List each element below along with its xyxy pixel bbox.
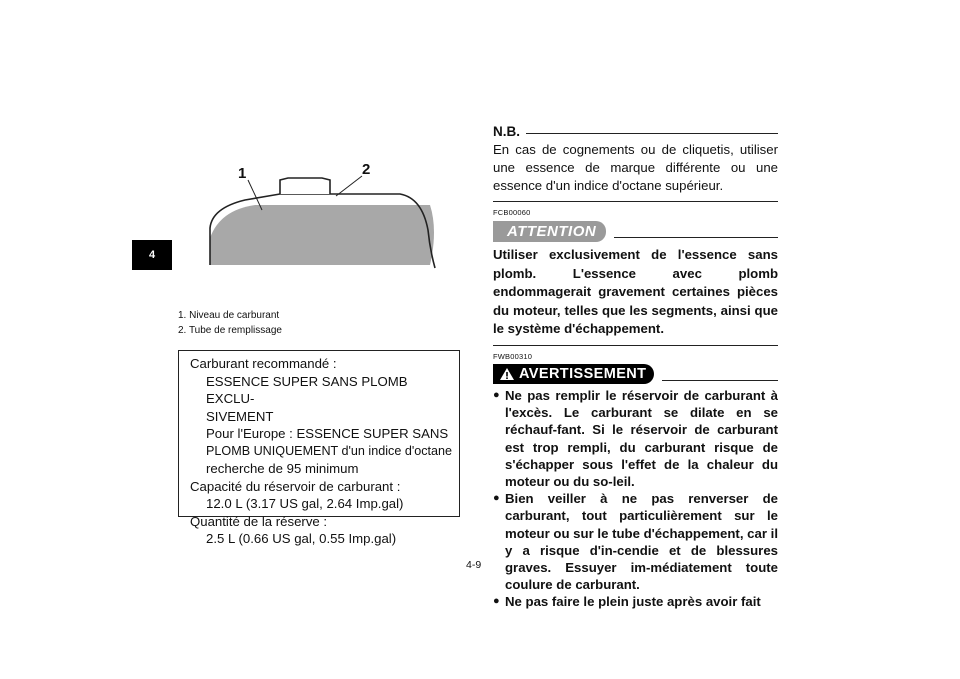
warning-triangle-icon (499, 367, 515, 381)
spec-line: Quantité de la réserve : (190, 513, 328, 529)
callout-1: 1. Niveau de carburant (178, 310, 280, 321)
leader-line-2 (336, 176, 362, 196)
spec-line: ESSENCE SUPER SANS PLOMB EXCLU- (206, 373, 408, 406)
bullet-dot-icon: ● (493, 388, 500, 401)
bullet-dot-icon: ● (493, 492, 500, 505)
fuel-level-area (210, 205, 434, 265)
spec-line: Capacité du réservoir de carburant : (190, 478, 401, 494)
attention-rule (614, 237, 778, 238)
spec-line: recherche de 95 minimum (206, 461, 359, 476)
spec-line: Carburant recommandé : (190, 356, 337, 371)
attention-divider (493, 345, 778, 346)
warning-rule (662, 380, 778, 381)
warning-bullet-text: Ne pas remplir le réservoir de carburant à l'excès. Le carburant se dilate en se réchauf-fant. Si le réservoir de carburant est trop rempli, du carburant risque de s'échapper sous l'effet de la chaleur du moteur ou du so-leil. (505, 387, 778, 489)
warning-label: AVERTISSEMENT (519, 365, 647, 382)
attention-text: Utiliser exclusivement de l'essence sans plomb. L'essence avec plomb endommagerait gravement certaines pièces du moteur, telles que les segments, ainsi que le système d'échappement. (493, 247, 778, 337)
warning-list (493, 387, 778, 611)
note-header (493, 124, 778, 139)
warning-badge (493, 364, 654, 384)
warning-bullet (493, 593, 778, 610)
attention-header (493, 221, 778, 242)
fuel-spec-box (178, 350, 460, 546)
right-column (493, 124, 778, 611)
spec-line: SIVEMENT (206, 408, 274, 424)
bullet-dot-icon: ● (493, 595, 500, 608)
warning-code: FWB00310 (493, 351, 533, 361)
note-rule (526, 133, 778, 134)
page-number: 4-9 (466, 559, 482, 571)
warning-bullet (493, 490, 778, 593)
warning-bullet-text: Ne pas faire le plein juste après avoir fait (505, 594, 761, 610)
figure-label-1: 1 (238, 165, 247, 182)
figure-label-2: 2 (362, 161, 371, 178)
spec-line: Pour l'Europe : ESSENCE SUPER SANS (206, 426, 449, 441)
attention-badge: ATTENTION (493, 221, 606, 242)
note-divider (493, 201, 778, 202)
spec-line: 2.5 L (0.66 US gal, 0.55 Imp.gal) (206, 531, 397, 546)
spec-line: 12.0 L (3.17 US gal, 2.64 Imp.gal) (206, 496, 404, 511)
warning-header (493, 364, 778, 384)
filler-tube (280, 178, 330, 194)
chapter-tab-number: 4 (148, 249, 156, 261)
note-text: En cas de cognements ou de cliquetis, utiliser une essence de marque différente ou une essence d'un indice d'octane supérieur. (493, 142, 778, 193)
warning-bullet (493, 387, 778, 490)
chapter-tab (132, 240, 172, 270)
fuel-tank-figure (190, 150, 450, 290)
callout-2: 2. Tube de remplissage (178, 325, 282, 336)
attention-code: FCB00060 (493, 208, 531, 217)
warning-bullet-text: Bien veiller à ne pas renverser de carburant, tout particulièrement sur le moteur ou sur le tube d'échappement, car il y a risque d'in-cendie et de blessures graves. Essuyer im-médiatement toute coulure de carburant. (505, 491, 778, 593)
spec-line: PLOMB UNIQUEMENT d'un indice d'octane (206, 443, 453, 458)
note-heading: N.B. (493, 124, 520, 139)
figure-callouts (178, 308, 282, 338)
